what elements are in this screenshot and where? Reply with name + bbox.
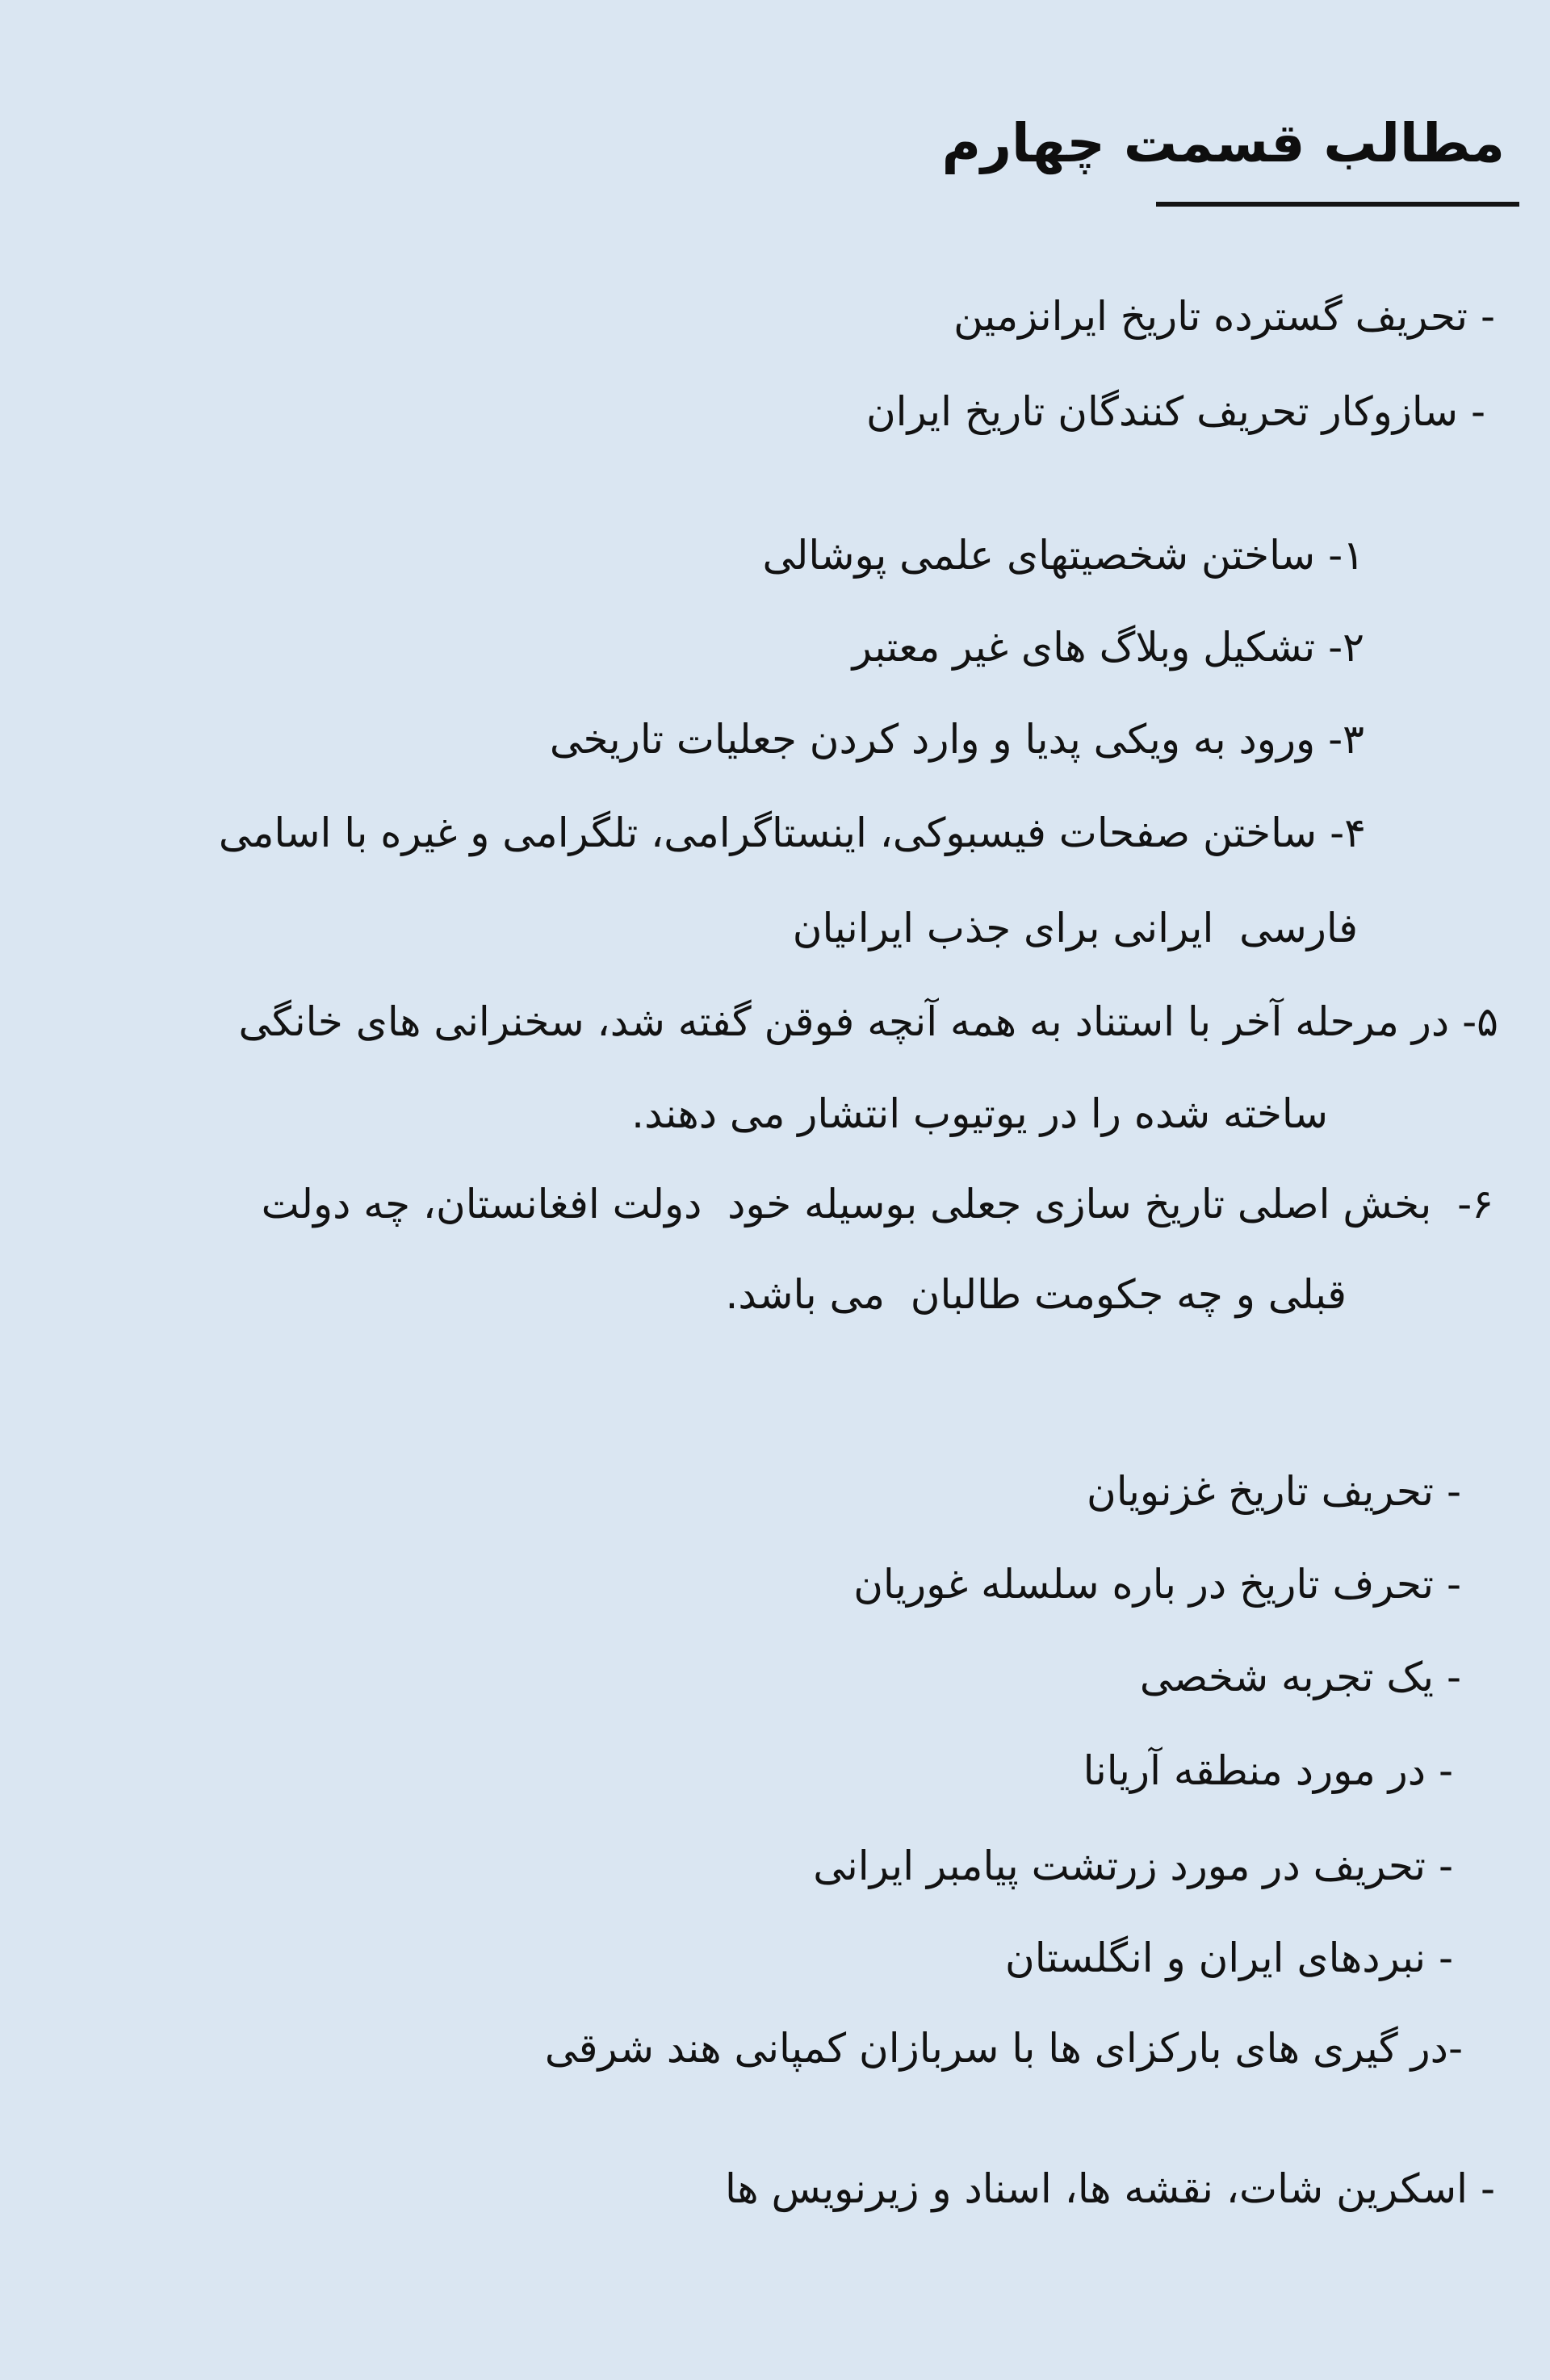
page-title: مطالب قسمت چهارم xyxy=(941,112,1505,174)
toc-numbered-item-continuation: ساخته شده را در یوتیوب انتشار می دهند. xyxy=(631,1090,1328,1137)
toc-topic-item: - تحرف تاریخ در باره سلسله غوریان xyxy=(853,1561,1461,1608)
toc-topic-item: -در گیری های بارکزای ها با سربازان کمپانی هند شرقی xyxy=(544,2025,1463,2072)
toc-numbered-item: ۱- ساختن شخصیتهای علمی پوشالی xyxy=(762,532,1364,579)
toc-topic-item: - نبردهای ایران و انگلستان xyxy=(1005,1935,1453,1981)
toc-numbered-item: ۵- در مرحله آخر با استناد به همه آنچه فوقن گفته شد، سخنرانی های خانگی xyxy=(238,998,1498,1045)
title-underline xyxy=(1156,202,1519,207)
toc-topic-item: - تحریف در مورد زرتشت پیامبر ایرانی xyxy=(813,1843,1453,1889)
toc-numbered-item: ۴- ساختن صفحات فیسبوکی، اینستاگرامی، تلگرامی و غیره با اسامی xyxy=(218,809,1366,856)
toc-numbered-item: ۲- تشکیل وبلاگ های غیر معتبر xyxy=(852,624,1364,671)
toc-footer-item: - اسکرین شات، نقشه ها، اسناد و زیرنویس ها xyxy=(724,2165,1495,2212)
toc-topic-item: - یک تجربه شخصی xyxy=(1139,1654,1461,1700)
toc-topic-item: - تحریف تاریخ غزنویان xyxy=(1086,1468,1461,1515)
toc-intro-item: - سازوکار تحریف کنندگان تاریخ ایران xyxy=(865,388,1485,435)
toc-topic-item: - در مورد منطقه آریانا xyxy=(1083,1747,1453,1794)
toc-numbered-item: ۶- بخش اصلی تاریخ سازی جعلی بوسیله خود دولت افغانستان، چه دولت xyxy=(261,1181,1493,1228)
toc-intro-item: - تحریف گسترده تاریخ ایرانزمین xyxy=(953,293,1495,340)
toc-numbered-item-continuation: فارسی ایرانی برای جذب ایرانیان xyxy=(792,905,1358,952)
toc-numbered-item-continuation: قبلی و چه جکومت طالبان می باشد. xyxy=(725,1271,1347,1318)
toc-numbered-item: ۳- ورود به ویکی پدیا و وارد کردن جعلیات تاریخی xyxy=(549,716,1364,763)
